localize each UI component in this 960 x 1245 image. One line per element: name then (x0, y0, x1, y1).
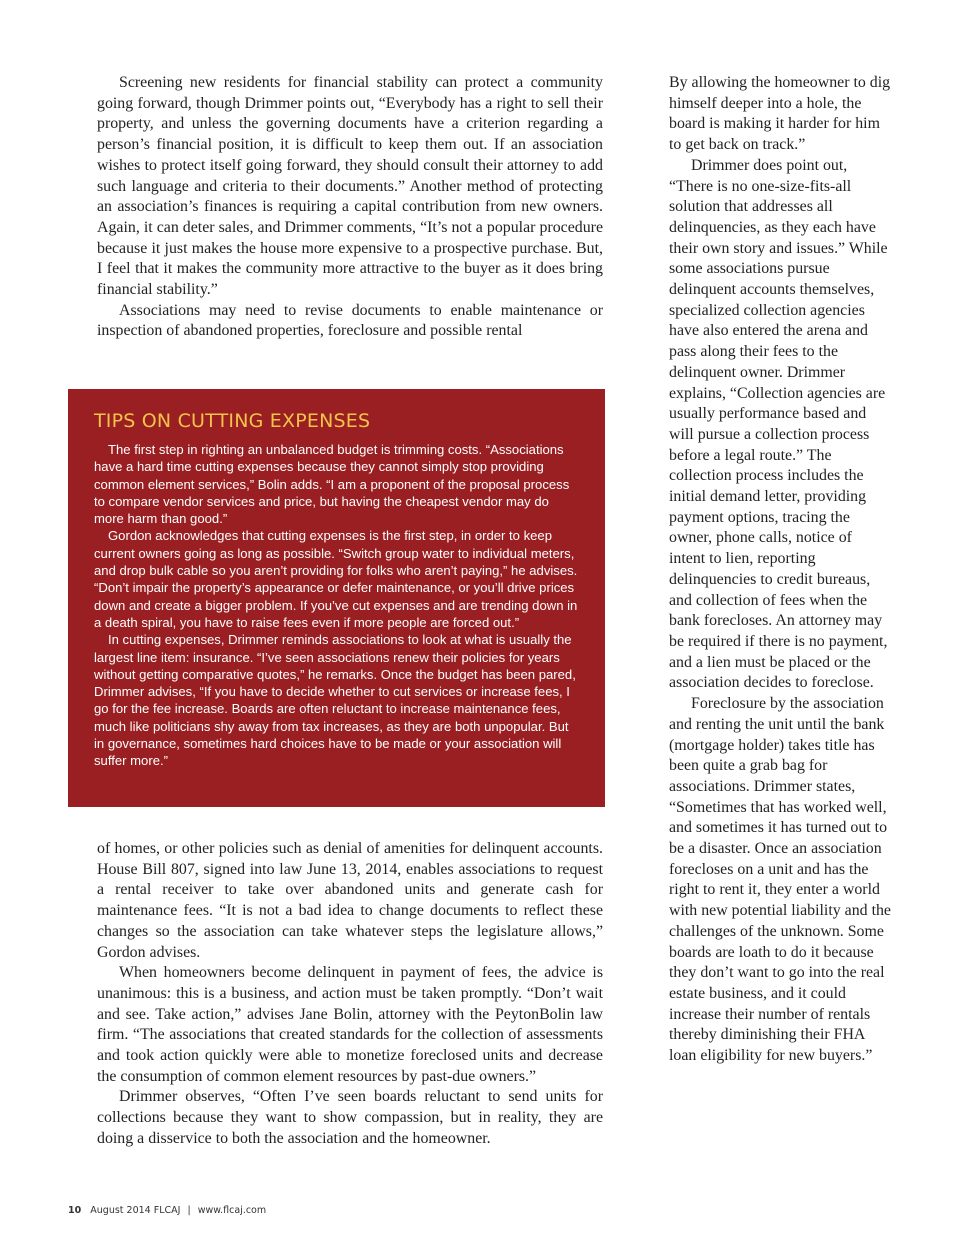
side-paragraph: Drimmer does point out, “There is no one-size-fits-all solution that addresses all delinquencies, as they each have their own story and issues.” While some associations pursue delinquent accounts themselves, specialized collection agencies have also entered the arena and pass along their fees to the delinquent owner. Drimmer explains, “Collection agencies are usually performance based and will pursue a collection process before a legal route.” The collection process includes the initial demand letter, providing payment options, tracing the owner, phone calls, notice of intent to lien, reporting delinquencies to credit bureaus, and collection of fees when the bank forecloses. An attorney may be required if there is no payment, and a lien must be placed or the association decides to foreclose. (669, 156, 888, 692)
side-paragraph: By allowing the homeowner to dig himself deeper into a hole, the board is making it harder for him to get back on track.” (669, 74, 891, 154)
issue-label: August 2014 FLCAJ (90, 1205, 181, 1216)
body-paragraph: When homeowners become delinquent in payment of fees, the advice is unanimous: this is a business, and action must be taken promptly. “Don’t wait and see. Take action,” advises Jane Bolin, attorney with the PeytonBolin law firm. “The associations that created standards for the collection of assessments and took action quickly were able to monetize foreclosed units and decrease the consumption of common element resources by past-due owners.” (97, 964, 603, 1085)
sidebar-paragraph: In cutting expenses, Drimmer reminds associations to look at what is usually the largest line item: insurance. “I’ve seen associations renew their policies for years without getting comparative quotes,” he remarks. Once the budget has been pared, Drimmer advises, “If you have to decide whether to cut services or increase fees, I go for the fee increase. Boards are often reluctant to increase maintenance fees, much like politicians shy away from tax increases, as they are both unpopular. But in governance, sometimes hard choices have to be made or your association will suffer more.” (94, 632, 576, 769)
sidebar-title: TIPS ON CUTTING EXPENSES (94, 410, 371, 432)
website-link[interactable]: www.flcaj.com (197, 1205, 267, 1216)
sidebar-paragraph: The first step in righting an unbalanced budget is trimming costs. “Associations have a hard time cutting expenses because they cannot simply stop providing common element services,” Bolin adds. “I am a proponent of the proposal process to compare vendor services and price, but having the cheapest vendor may do more harm than good.” (94, 442, 570, 527)
sidebar-paragraph: Gordon acknowledges that cutting expenses is the first step, in order to keep current owners going as long as possible. “Switch group water to individual meters, and drop bulk cable so you aren’t providing for folks who aren’t paying,” he advises. “Don’t impair the property’s appearance or defer maintenance, or you’ll drive prices down and create a bigger problem. If you’ve cut expenses and are trending down in a death spiral, you have to raise fees even if more people are forced out.” (94, 528, 578, 630)
main-column-top (97, 73, 603, 342)
side-paragraph: Foreclosure by the association and renting the unit until the bank (mortgage holder) takes title has been quite a grab bag for associations. Drimmer states, “Sometimes that has worked well, and sometimes it has turned out to be a disaster. Once an association forecloses on a unit and has the right to rent it, they enter a world with new potential liability and the challenges of the unknown. Some boards are loath to do it because they don’t want to go into the real estate business, and it could increase their number of rentals thereby diminishing their FHA loan eligibility for new buyers.” (669, 695, 891, 1065)
footer-separator: | (187, 1205, 191, 1216)
body-paragraph: Associations may need to revise documents to enable maintenance or inspection of abandoned properties, foreclosure and possible rental (97, 301, 603, 340)
sidebar-body (94, 441, 579, 770)
body-paragraph: Screening new residents for financial stability can protect a community going forward, though Drimmer points out, “Everybody has a right to sell their property, and unless the governing documents have a criterion regarding a person’s financial position, it is difficult to keep them out. If an association wishes to protect itself going forward, they should consult their attorney to add such language and criteria to their documents.” Another method of protecting an association’s finances is requiring a capital contribution from new owners. Again, it can deter sales, and Drimmer comments, “It’s not a popular procedure because it just makes the house more expensive to a prospective purchase. But, I feel that it makes the community more attractive to the buyer as it does bring financial stability.” (97, 74, 603, 299)
tips-sidebar (68, 389, 605, 807)
side-column (669, 73, 891, 1067)
main-column-bottom (97, 839, 603, 1150)
page-number: 10 (68, 1205, 82, 1216)
body-paragraph: of homes, or other policies such as denial of amenities for delinquent accounts. House Bill 807, signed into law June 13, 2014, enables associations to request a rental receiver to take over abandoned units and generate cash for maintenance fees. “It is not a bad idea to change documents to reflect these changes so the association can take whatever steps the legislature allows,” Gordon advises. (97, 840, 603, 961)
page-footer (68, 1205, 266, 1216)
body-paragraph: Drimmer observes, “Often I’ve seen boards reluctant to send units for collections because they want to show compassion, but in reality, they are doing a disservice to both the association and the homeowner. (97, 1088, 603, 1147)
